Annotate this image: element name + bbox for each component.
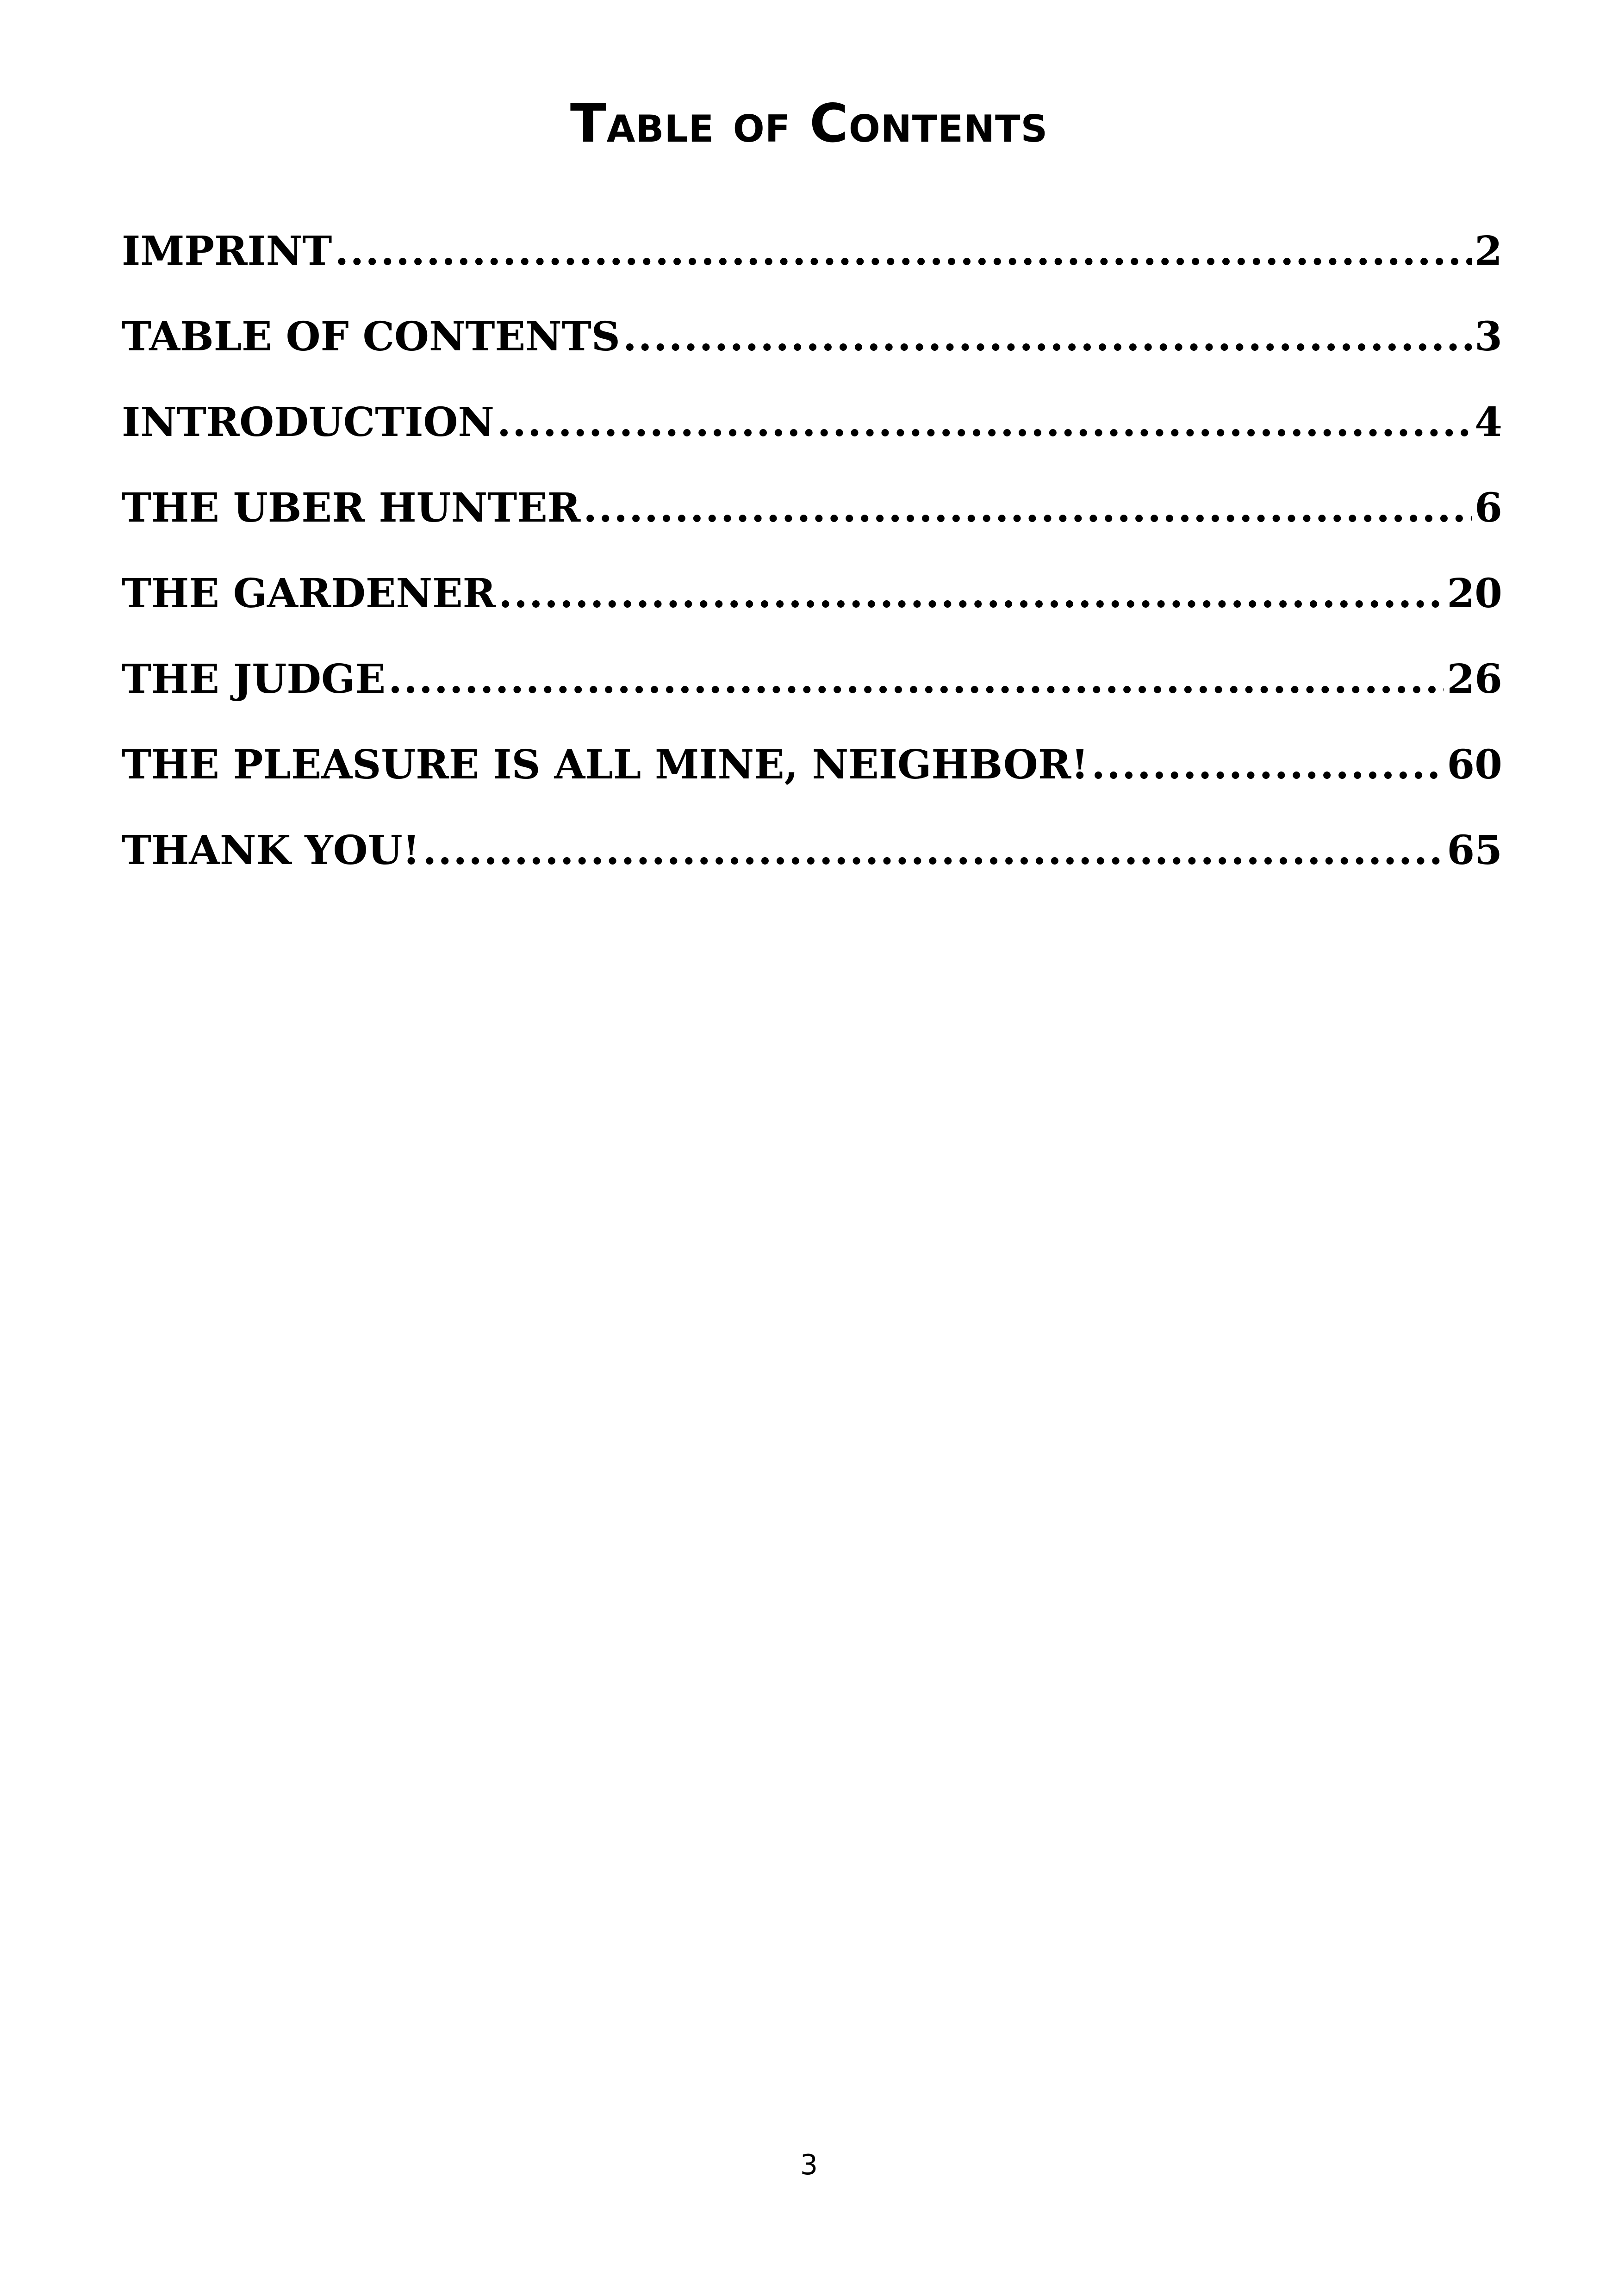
toc-entry-page: 3 (1475, 313, 1502, 360)
toc-entry-label: THE UBER HUNTER (122, 485, 581, 531)
toc-entry-thank-you (122, 827, 1502, 916)
toc-dot-leader (335, 231, 1472, 271)
toc-entry-imprint (122, 228, 1502, 317)
toc-dot-leader (583, 488, 1472, 528)
toc-entry-page: 65 (1447, 827, 1502, 874)
toc-dot-leader (388, 660, 1444, 699)
table-of-contents (122, 228, 1502, 916)
toc-entry-page: 4 (1475, 399, 1502, 446)
toc-entry-page: 26 (1447, 656, 1502, 703)
toc-entry-label: THE JUDGE (122, 656, 386, 703)
page-number: 3 (800, 2149, 818, 2181)
page-title: Table of Contents (570, 93, 1048, 154)
toc-dot-leader (1091, 745, 1444, 785)
toc-entry-page: 60 (1447, 741, 1502, 788)
toc-entry-label: THANK YOU! (122, 827, 420, 874)
toc-entry-label: THE PLEASURE IS ALL MINE, NEIGHBOR! (122, 741, 1089, 788)
toc-dot-leader (423, 831, 1444, 871)
toc-entry-table-of-contents (122, 313, 1502, 403)
toc-dot-leader (497, 403, 1472, 442)
toc-entry-label: IMPRINT (122, 228, 332, 274)
toc-entry-the-judge (122, 656, 1502, 745)
toc-entry-the-pleasure-is-all-mine (122, 741, 1502, 831)
toc-entry-the-gardener (122, 570, 1502, 660)
toc-entry-label: INTRODUCTION (122, 399, 494, 446)
toc-entry-introduction (122, 399, 1502, 488)
toc-entry-label: THE GARDENER (122, 570, 496, 617)
toc-entry-label: TABLE OF CONTENTS (122, 313, 620, 360)
toc-entry-the-uber-hunter (122, 485, 1502, 574)
toc-entry-page: 2 (1475, 228, 1502, 274)
toc-entry-page: 6 (1475, 485, 1502, 531)
toc-dot-leader (623, 317, 1472, 357)
toc-dot-leader (498, 574, 1444, 614)
toc-entry-page: 20 (1447, 570, 1502, 617)
